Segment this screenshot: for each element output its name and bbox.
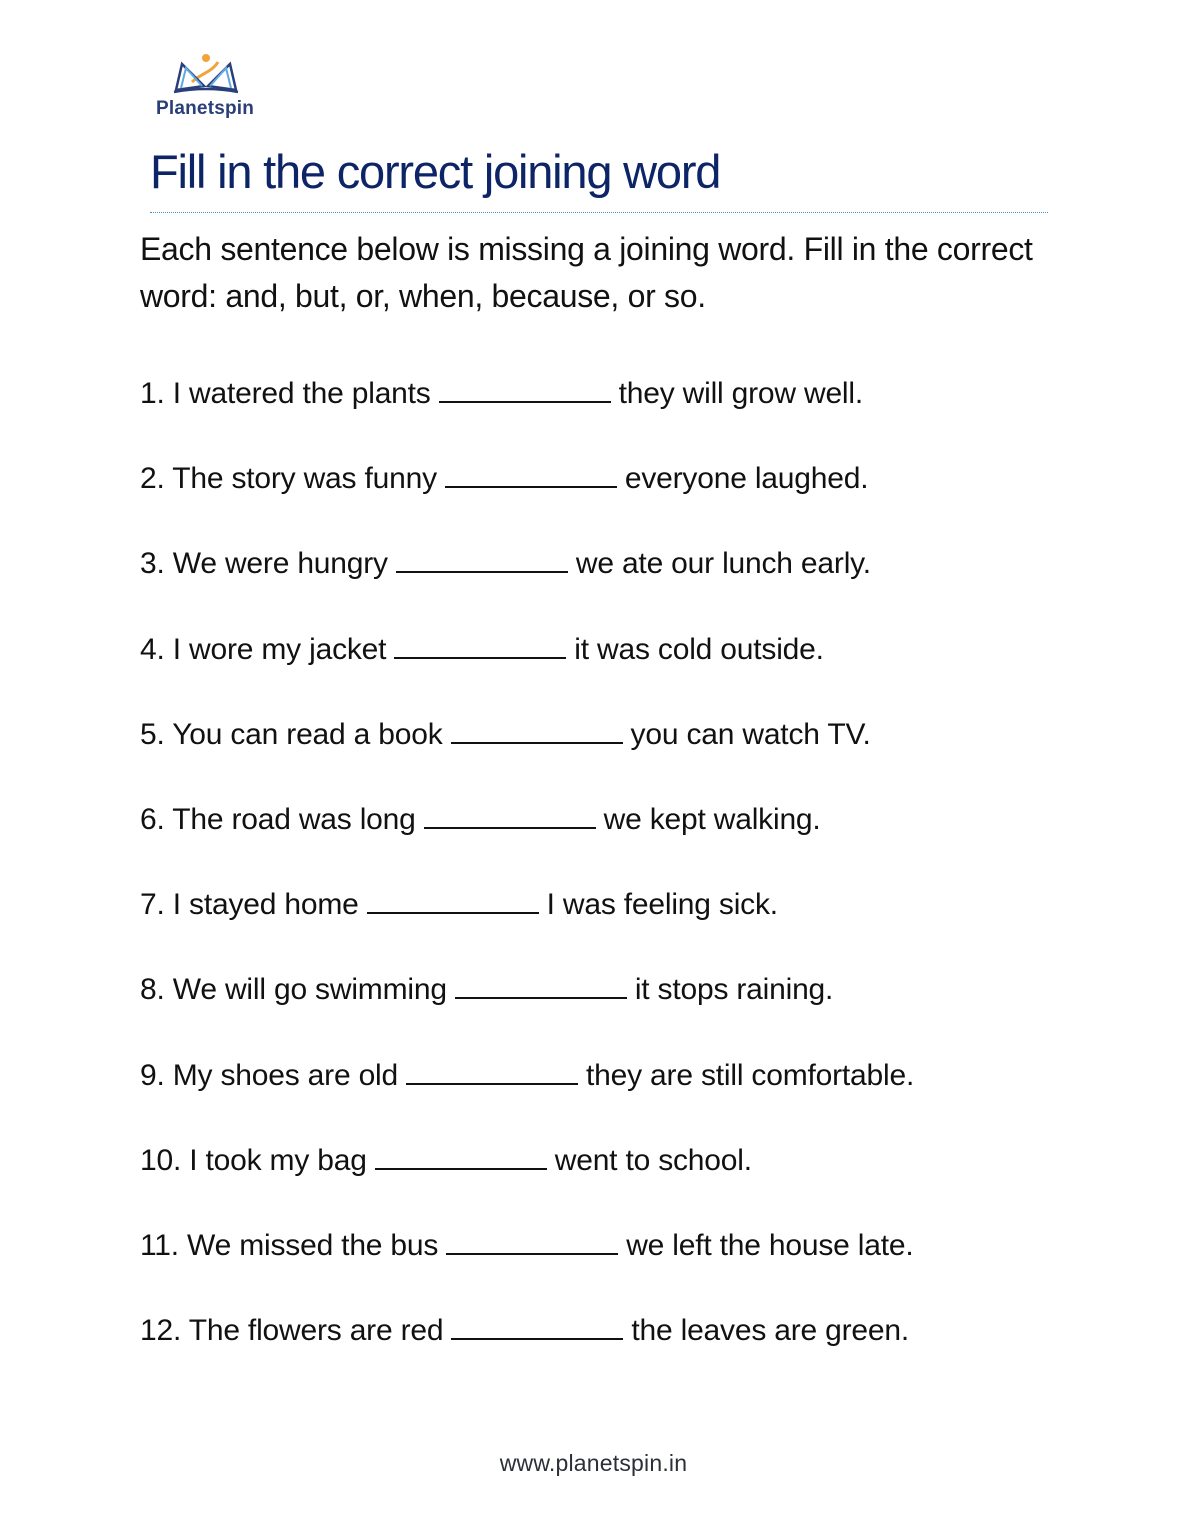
question-item: 3. We were hungry we ate our lunch early. (140, 542, 914, 627)
answer-blank[interactable] (451, 714, 623, 744)
answer-blank[interactable] (439, 373, 611, 403)
question-list (140, 372, 914, 1394)
footer-url[interactable]: www.planetspin.in (499, 1450, 688, 1476)
answer-blank[interactable] (375, 1140, 547, 1170)
question-item: 7. I stayed home I was feeling sick. (140, 883, 914, 968)
answer-blank[interactable] (396, 543, 568, 573)
question-item: 4. I wore my jacket it was cold outside. (140, 628, 914, 713)
question-item: 8. We will go swimming it stops raining. (140, 968, 914, 1053)
page-title: Fill in the correct joining word (150, 145, 721, 198)
instructions: Each sentence below is missing a joining word. Fill in the correct word: and, but, or, when, because, or so. (140, 231, 1033, 314)
answer-blank[interactable] (367, 884, 539, 914)
answer-blank[interactable] (394, 629, 566, 659)
title-divider (150, 212, 1048, 213)
question-item: 6. The road was long we kept walking. (140, 798, 914, 883)
question-item: 10. I took my bag went to school. (140, 1139, 914, 1224)
answer-blank[interactable] (445, 458, 617, 488)
open-book-with-figure-icon (172, 52, 240, 96)
question-item: 12. The flowers are red the leaves are green. (140, 1309, 914, 1394)
answer-blank[interactable] (446, 1225, 618, 1255)
question-item: 9. My shoes are old they are still comfortable. (140, 1054, 914, 1139)
question-item: 5. You can read a book you can watch TV. (140, 713, 914, 798)
brand-name: Planetspin (156, 98, 255, 119)
question-item: 11. We missed the bus we left the house late. (140, 1224, 914, 1309)
brand-logo (150, 50, 262, 125)
answer-blank[interactable] (451, 1310, 623, 1340)
answer-blank[interactable] (455, 969, 627, 999)
answer-blank[interactable] (424, 799, 596, 829)
question-item: 2. The story was funny everyone laughed. (140, 457, 914, 542)
answer-blank[interactable] (406, 1055, 578, 1085)
question-item: 1. I watered the plants they will grow well. (140, 372, 914, 457)
